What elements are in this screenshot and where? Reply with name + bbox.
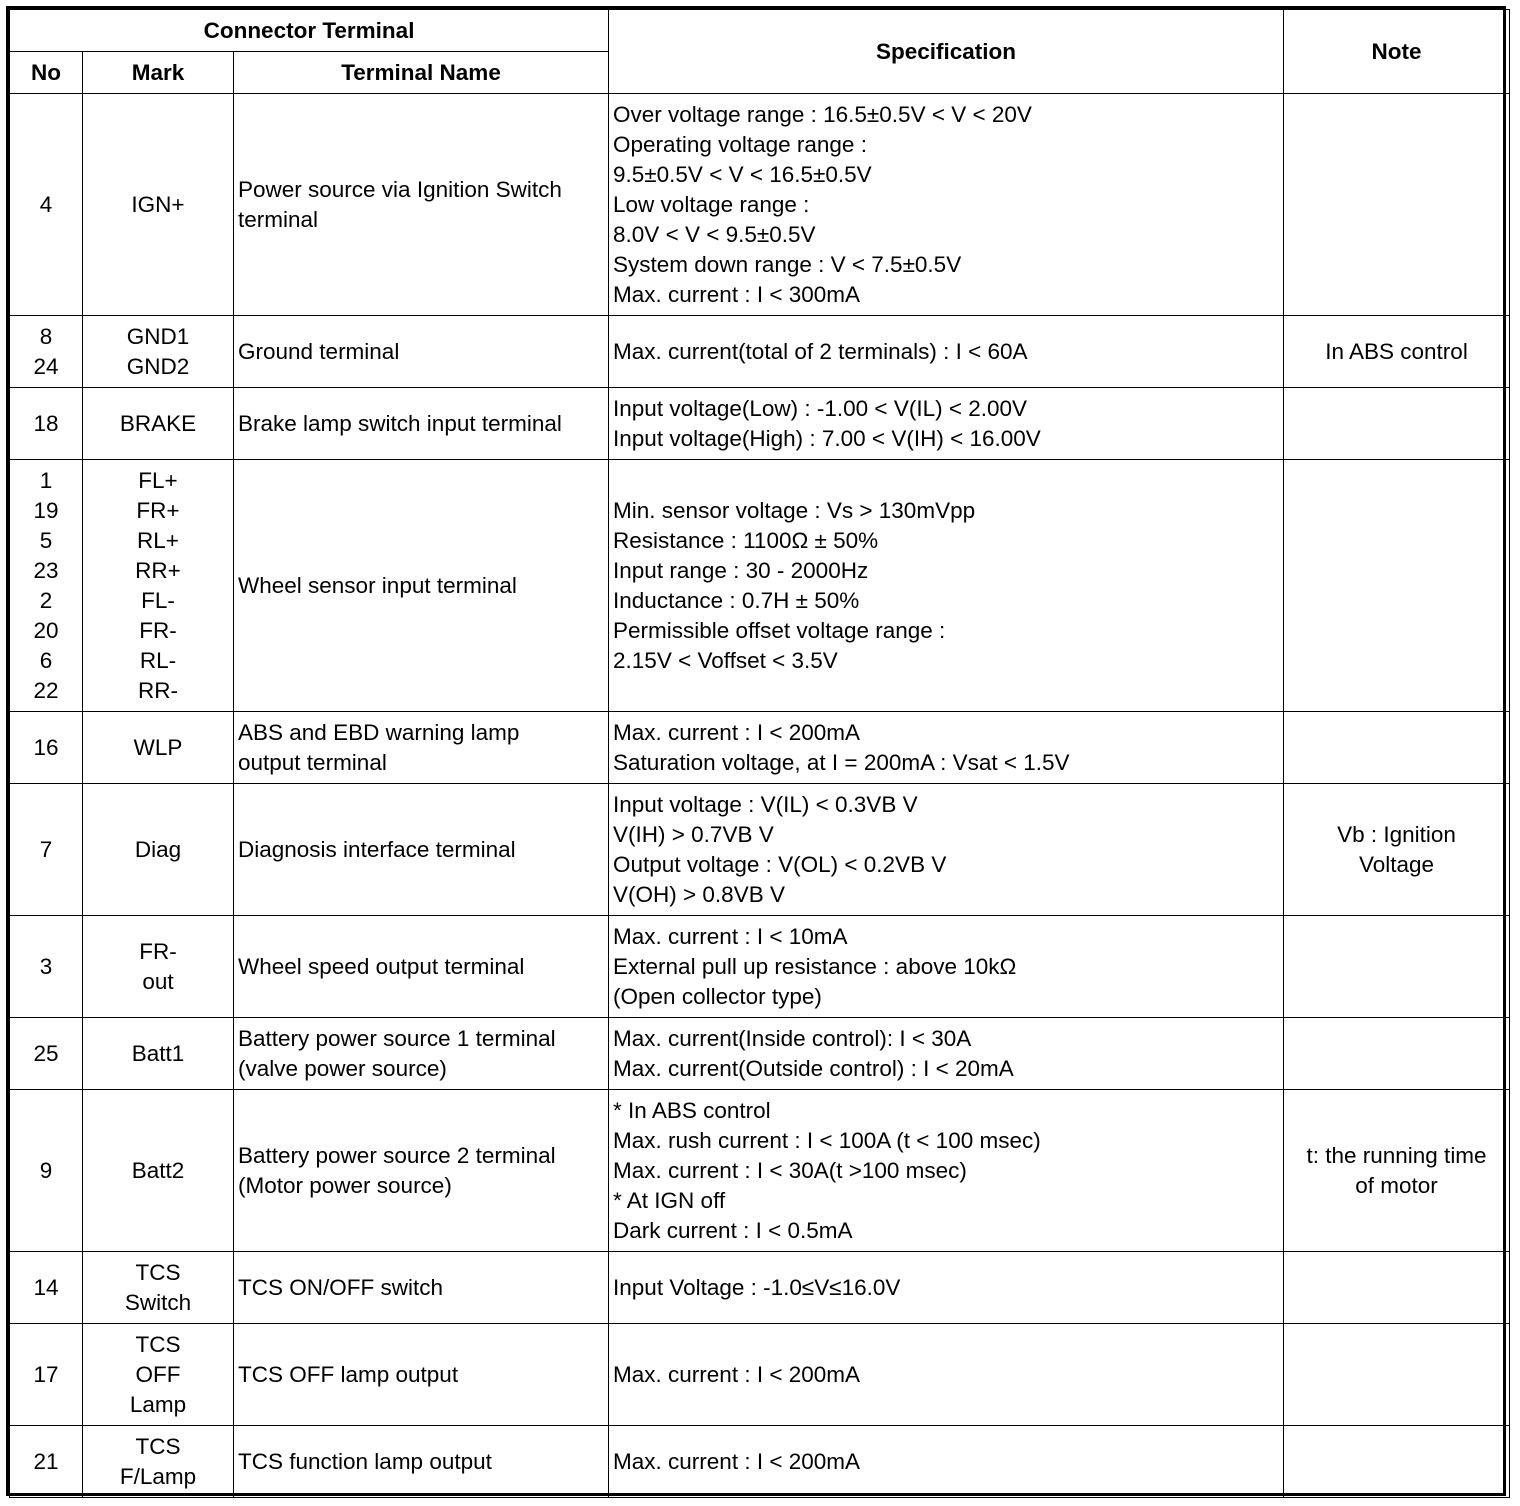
terminal-no-line: 17 (33, 1361, 59, 1387)
terminal-name-cell (234, 94, 609, 316)
specification-line: Dark current : I < 0.5mA (613, 1217, 853, 1243)
specification-line: Permissible offset voltage range : (613, 617, 946, 643)
terminal-mark-cell (83, 460, 234, 712)
specification-line: Input range : 30 - 2000Hz (613, 557, 869, 583)
terminal-name-cell (234, 460, 609, 712)
terminal-mark-cell (83, 316, 234, 388)
terminal-name-header: Terminal Name (234, 52, 609, 94)
terminal-name-cell (234, 1324, 609, 1426)
specification-line: * At IGN off (613, 1187, 726, 1213)
terminal-mark-line: Batt2 (131, 1157, 185, 1183)
specification-line: Input voltage(High) : 7.00 < V(IH) < 16.00V (613, 425, 1041, 451)
terminal-name-line: (Motor power source) (238, 1172, 452, 1198)
note-line: Vb : Ignition (1337, 821, 1456, 847)
terminal-mark-line: FL+ (138, 467, 178, 493)
terminal-name-line: output terminal (238, 749, 387, 775)
terminal-mark-cell (83, 916, 234, 1018)
terminal-no-line: 5 (39, 527, 53, 553)
specification-line: 2.15V < Voffset < 3.5V (613, 647, 838, 673)
note-cell (1284, 1252, 1510, 1324)
note-line: t: the running time (1306, 1142, 1487, 1168)
specification-cell (609, 916, 1284, 1018)
specification-line: Max. current(Inside control): I < 30A (613, 1025, 972, 1051)
terminal-name-line: terminal (238, 206, 319, 232)
terminal-mark-line: RL- (139, 647, 177, 673)
terminal-no-cell (10, 460, 83, 712)
terminal-mark-line: TCS (135, 1331, 181, 1357)
specification-cell (609, 1426, 1284, 1498)
terminal-name-cell (234, 1426, 609, 1498)
note-cell (1284, 1090, 1510, 1252)
terminal-name-cell (234, 1090, 609, 1252)
note-cell (1284, 1324, 1510, 1426)
terminal-no-line: 18 (33, 410, 59, 436)
note-line: Voltage (1358, 851, 1435, 877)
terminal-no-line: 14 (33, 1274, 59, 1300)
connector-terminal-header: Connector Terminal (10, 10, 609, 52)
specification-line: Min. sensor voltage : Vs > 130mVpp (613, 497, 976, 523)
terminal-no-line: 1 (39, 467, 53, 493)
terminal-no-line: 16 (33, 734, 59, 760)
terminal-mark-line: RR- (138, 677, 178, 703)
terminal-no-cell (10, 316, 83, 388)
terminal-mark-line: WLP (133, 734, 183, 760)
terminal-mark-line: Switch (124, 1289, 192, 1315)
terminal-name-cell (234, 712, 609, 784)
terminal-no-cell (10, 1090, 83, 1252)
terminal-mark-line: TCS (135, 1259, 181, 1285)
terminal-no-cell (10, 388, 83, 460)
terminal-no-line: 20 (33, 617, 59, 643)
table-row (10, 1324, 1510, 1426)
specification-line: Low voltage range : (613, 191, 810, 217)
specification-line: System down range : V < 7.5±0.5V (613, 251, 962, 277)
terminal-no-line: 23 (33, 557, 59, 583)
specification-cell (609, 784, 1284, 916)
terminal-mark-cell (83, 1018, 234, 1090)
terminal-name-line: Diagnosis interface terminal (238, 836, 516, 862)
specification-line: Over voltage range : 16.5±0.5V < V < 20V (613, 101, 1032, 127)
specification-line: Input voltage(Low) : -1.00 < V(IL) < 2.00V (613, 395, 1028, 421)
terminal-no-line: 2 (39, 587, 53, 613)
terminal-mark-line: RR+ (135, 557, 181, 583)
terminal-no-cell (10, 1426, 83, 1498)
terminal-mark-line: FR+ (136, 497, 180, 523)
terminal-no-line: 9 (39, 1157, 53, 1183)
terminal-name-cell (234, 316, 609, 388)
no-header: No (10, 52, 83, 94)
terminal-spec-sheet (6, 6, 1506, 1496)
terminal-mark-cell (83, 1252, 234, 1324)
specification-cell (609, 1018, 1284, 1090)
terminal-mark-cell (83, 784, 234, 916)
specification-line: Input voltage : V(IL) < 0.3VB V (613, 791, 918, 817)
specification-header: Specification (609, 10, 1284, 94)
specification-line: Saturation voltage, at I = 200mA : Vsat < 1.5V (613, 749, 1070, 775)
terminal-name-cell (234, 1252, 609, 1324)
terminal-name-cell (234, 388, 609, 460)
terminal-no-line: 6 (39, 647, 53, 673)
specification-cell (609, 1324, 1284, 1426)
specification-line: 8.0V < V < 9.5±0.5V (613, 221, 816, 247)
specification-line: (Open collector type) (613, 983, 822, 1009)
terminal-no-cell (10, 1324, 83, 1426)
specification-line: Max. current : I < 10mA (613, 923, 848, 949)
specification-line: Max. rush current : I < 100A (t < 100 msec) (613, 1127, 1041, 1153)
terminal-no-line: 4 (39, 191, 53, 217)
table-row (10, 712, 1510, 784)
terminal-mark-line: GND2 (126, 353, 190, 379)
terminal-mark-cell (83, 1090, 234, 1252)
terminal-name-line: Wheel speed output terminal (238, 953, 525, 979)
terminal-mark-line: FL- (141, 587, 175, 613)
table-row (10, 388, 1510, 460)
terminal-mark-line: BRAKE (119, 410, 197, 436)
header-row-1 (10, 10, 1510, 52)
terminal-mark-line: out (142, 968, 174, 994)
note-cell (1284, 460, 1510, 712)
terminal-mark-line: GND1 (126, 323, 190, 349)
terminal-mark-cell (83, 388, 234, 460)
terminal-name-line: Wheel sensor input terminal (238, 572, 517, 598)
specification-line: 9.5±0.5V < V < 16.5±0.5V (613, 161, 872, 187)
note-cell (1284, 1426, 1510, 1498)
specification-cell (609, 1090, 1284, 1252)
note-cell (1284, 916, 1510, 1018)
specification-cell (609, 94, 1284, 316)
specification-line: Input Voltage : -1.0≤V≤16.0V (613, 1274, 901, 1300)
specification-line: * In ABS control (613, 1097, 771, 1123)
terminal-mark-line: Diag (134, 836, 182, 862)
terminal-name-line: TCS OFF lamp output (238, 1361, 459, 1387)
table-row (10, 1018, 1510, 1090)
specification-line: Max. current : I < 200mA (613, 1361, 861, 1387)
terminal-no-line: 7 (39, 836, 53, 862)
specification-line: Output voltage : V(OL) < 0.2VB V (613, 851, 947, 877)
note-cell (1284, 316, 1510, 388)
specification-cell (609, 460, 1284, 712)
terminal-no-cell (10, 784, 83, 916)
terminal-mark-line: TCS (135, 1433, 181, 1459)
terminal-mark-line: FR- (139, 938, 177, 964)
terminal-no-line: 8 (39, 323, 53, 349)
terminal-name-cell (234, 916, 609, 1018)
specification-cell (609, 388, 1284, 460)
note-cell (1284, 1018, 1510, 1090)
terminal-mark-cell (83, 1426, 234, 1498)
terminal-no-cell (10, 1018, 83, 1090)
specification-line: Operating voltage range : (613, 131, 867, 157)
mark-header: Mark (83, 52, 234, 94)
specification-line: V(OH) > 0.8VB V (613, 881, 785, 907)
terminal-no-cell (10, 1252, 83, 1324)
specification-line: Max. current : I < 300mA (613, 281, 861, 307)
terminal-no-line: 21 (33, 1448, 59, 1474)
terminal-mark-line: OFF (135, 1361, 181, 1387)
table-row (10, 1426, 1510, 1498)
note-line: of motor (1355, 1172, 1438, 1198)
terminal-mark-line: RL+ (137, 527, 179, 553)
specification-line: Inductance : 0.7H ± 50% (613, 587, 860, 613)
note-cell (1284, 94, 1510, 316)
terminal-no-line: 22 (33, 677, 59, 703)
terminal-name-cell (234, 1018, 609, 1090)
specification-line: V(IH) > 0.7VB V (613, 821, 774, 847)
table-row (10, 1090, 1510, 1252)
specification-line: Resistance : 1100Ω ± 50% (613, 527, 879, 553)
table-body (10, 94, 1510, 1498)
terminal-name-line: TCS ON/OFF switch (238, 1274, 444, 1300)
table-row (10, 316, 1510, 388)
terminal-name-line: Ground terminal (238, 338, 400, 364)
terminal-no-cell (10, 712, 83, 784)
note-cell (1284, 712, 1510, 784)
terminal-no-line: 25 (33, 1040, 59, 1066)
terminal-mark-line: Lamp (129, 1391, 187, 1417)
terminal-no-cell (10, 916, 83, 1018)
terminal-no-line: 24 (33, 353, 59, 379)
terminal-mark-line: FR- (139, 617, 177, 643)
terminal-no-line: 3 (39, 953, 53, 979)
specification-line: External pull up resistance : above 10kΩ (613, 953, 1017, 979)
note-header: Note (1284, 10, 1510, 94)
specification-cell (609, 712, 1284, 784)
table-row (10, 784, 1510, 916)
note-cell (1284, 388, 1510, 460)
terminal-mark-cell (83, 94, 234, 316)
terminal-name-line: TCS function lamp output (238, 1448, 492, 1474)
table-row (10, 916, 1510, 1018)
terminal-no-cell (10, 94, 83, 316)
specification-line: Max. current : I < 200mA (613, 1448, 861, 1474)
specification-line: Max. current : I < 200mA (613, 719, 861, 745)
table-row (10, 460, 1510, 712)
terminal-no-line: 19 (33, 497, 59, 523)
note-cell (1284, 784, 1510, 916)
note-line: In ABS control (1325, 338, 1468, 364)
specification-line: Max. current : I < 30A(t >100 msec) (613, 1157, 967, 1183)
table-row (10, 1252, 1510, 1324)
terminal-mark-line: IGN+ (131, 191, 185, 217)
specification-cell (609, 1252, 1284, 1324)
terminal-name-line: Battery power source 1 terminal (238, 1025, 556, 1051)
terminal-name-line: (valve power source) (238, 1055, 447, 1081)
terminal-name-line: ABS and EBD warning lamp (238, 719, 520, 745)
terminal-name-line: Power source via Ignition Switch (238, 176, 562, 202)
specification-cell (609, 316, 1284, 388)
terminal-name-line: Brake lamp switch input terminal (238, 410, 562, 436)
specification-line: Max. current(total of 2 terminals) : I < 60A (613, 338, 1028, 364)
specification-line: Max. current(Outside control) : I < 20mA (613, 1055, 1014, 1081)
terminal-mark-line: Batt1 (131, 1040, 185, 1066)
terminal-name-line: Battery power source 2 terminal (238, 1142, 556, 1168)
terminal-mark-line: F/Lamp (119, 1463, 197, 1489)
connector-terminal-table (9, 9, 1510, 1498)
table-row (10, 94, 1510, 316)
terminal-mark-cell (83, 1324, 234, 1426)
terminal-name-cell (234, 784, 609, 916)
terminal-mark-cell (83, 712, 234, 784)
